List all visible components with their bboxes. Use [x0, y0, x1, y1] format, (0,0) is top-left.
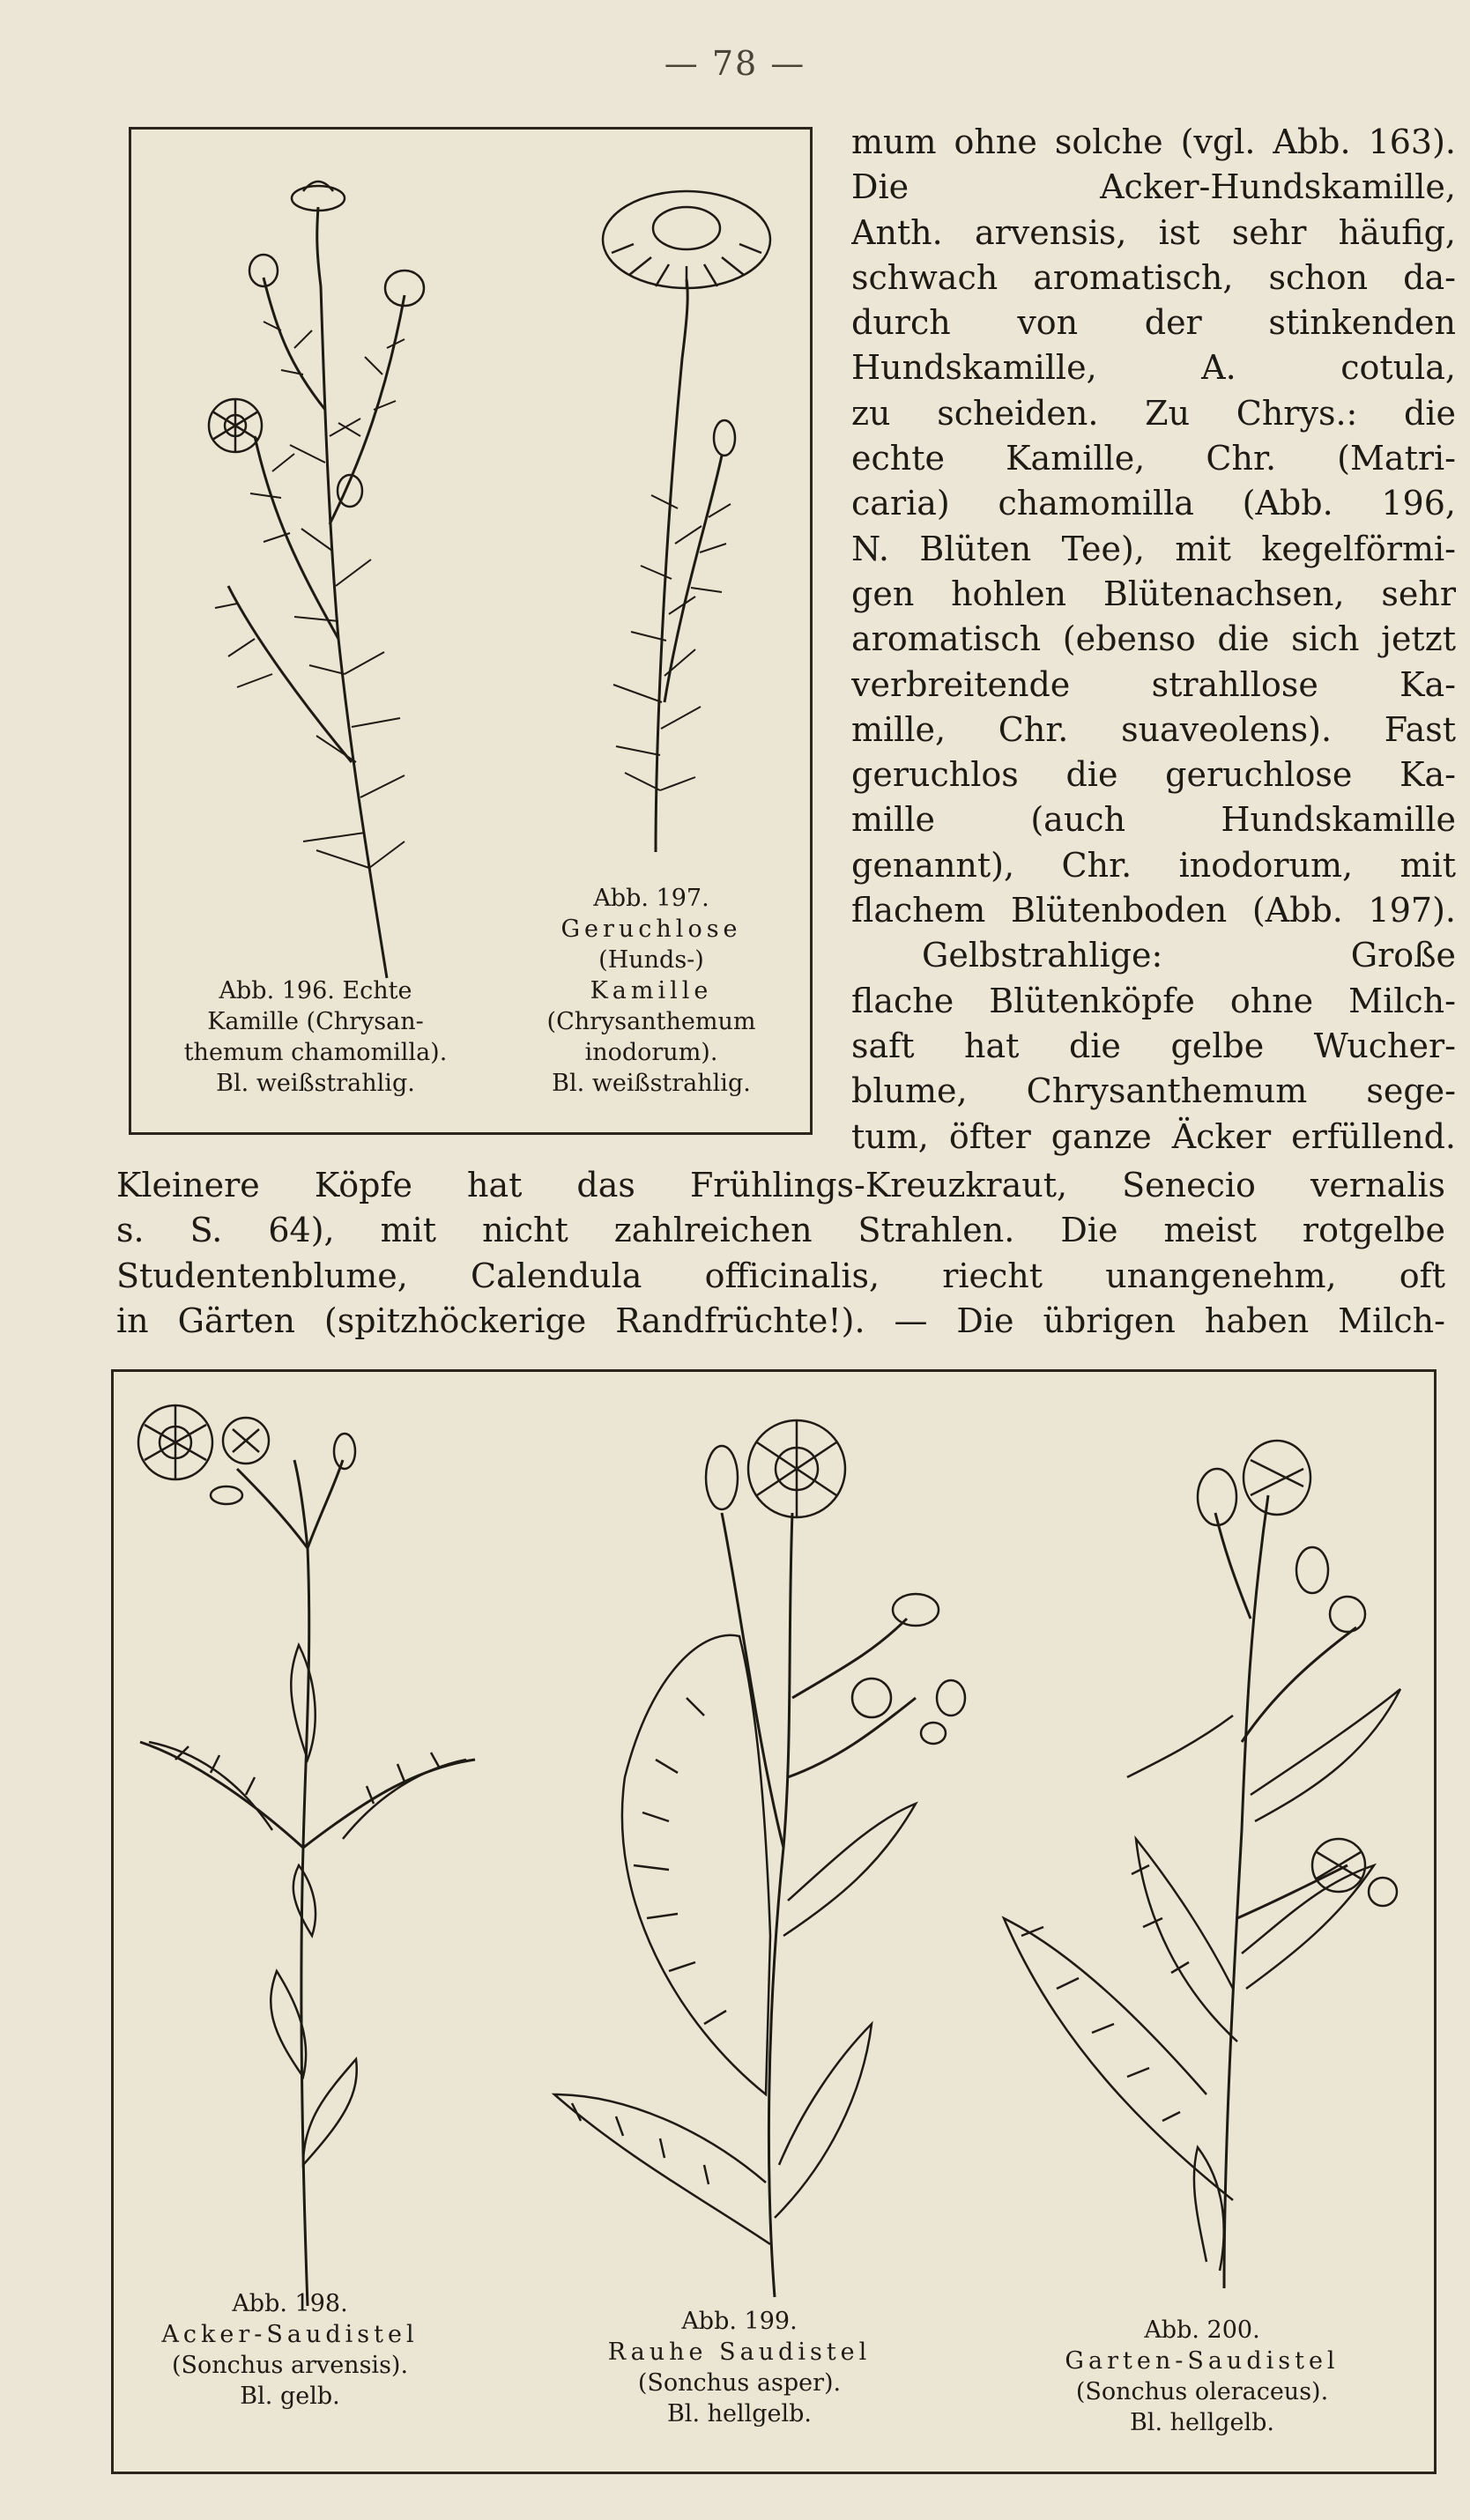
figure-200-caption: Abb. 200. Garten-Saudistel (Sonchus oleraceus). Bl. hellgelb. [1065, 2316, 1340, 2436]
plate-sow-thistles [111, 1369, 1437, 2474]
figure-197-caption: Abb. 197. Geruchlose (Hunds-) Kamille (Chrysanthemum inodorum). Bl. weißstrahlig. [546, 885, 756, 1097]
plate-chamomile [129, 127, 813, 1135]
figure-196-caption: Abb. 196. Echte Kamille (Chrysan- themum chamomilla). Bl. weißstrahlig. [183, 977, 448, 1097]
field-sow-thistle-illustration [122, 1390, 510, 2315]
page-number: — 78 — [664, 44, 806, 83]
scentless-chamomile-illustration [568, 174, 779, 861]
common-sow-thistle-illustration [986, 1425, 1427, 2297]
chamomile-illustration [149, 145, 440, 991]
full-width-text: Kleinere Köpfe hat das Frühlings-Kreuzkraut, Senecio vernalis s. S. 64), mit nicht zahlreichen Strahlen. Die meist rotgelbe Studentenblume, Calendula officinalis, riecht unangenehm, oft in Gärten (spitzhöckerige Randfrüchte!). — Die übrigen haben Milch- [116, 1166, 1445, 1340]
right-column-text: mum ohne solche (vgl. Abb. 163). Die Acker-Hundskamille, Anth. arvensis, ist sehr häufig, schwach aromatisch, schon da- durch von der stinkenden Hundskamille, A. cotula, zu scheiden. Zu Chrys.: die echte Kamille, Chr. (Matri- caria) chamomilla (Abb. 196, N. Blüten Tee), mit kegelförmi- gen hohlen Blütenachsen, sehr aromatisch (ebenso die sich jetzt verbreitende strahllose Ka- mille, Chr. suaveolens). Fast geruchlos die geruchlose Ka- mille (auch Hundskamille genannt), Chr. inodorum, mit flachem Blütenboden (Abb. 197). Gelbstrahlige: Große flache Blütenköpfe ohne Milch- saft hat die gelbe Wucher- blume, Chrysanthemum sege- tum, öfter ganze Äcker erfüllend. [851, 122, 1456, 1156]
prickly-sow-thistle-illustration [501, 1407, 995, 2306]
figure-199-caption: Abb. 199. Rauhe Saudistel (Sonchus asper). Bl. hellgelb. [607, 2308, 872, 2427]
figure-198-caption: Abb. 198. Acker-Saudistel (Sonchus arvensis). Bl. gelb. [161, 2290, 419, 2410]
